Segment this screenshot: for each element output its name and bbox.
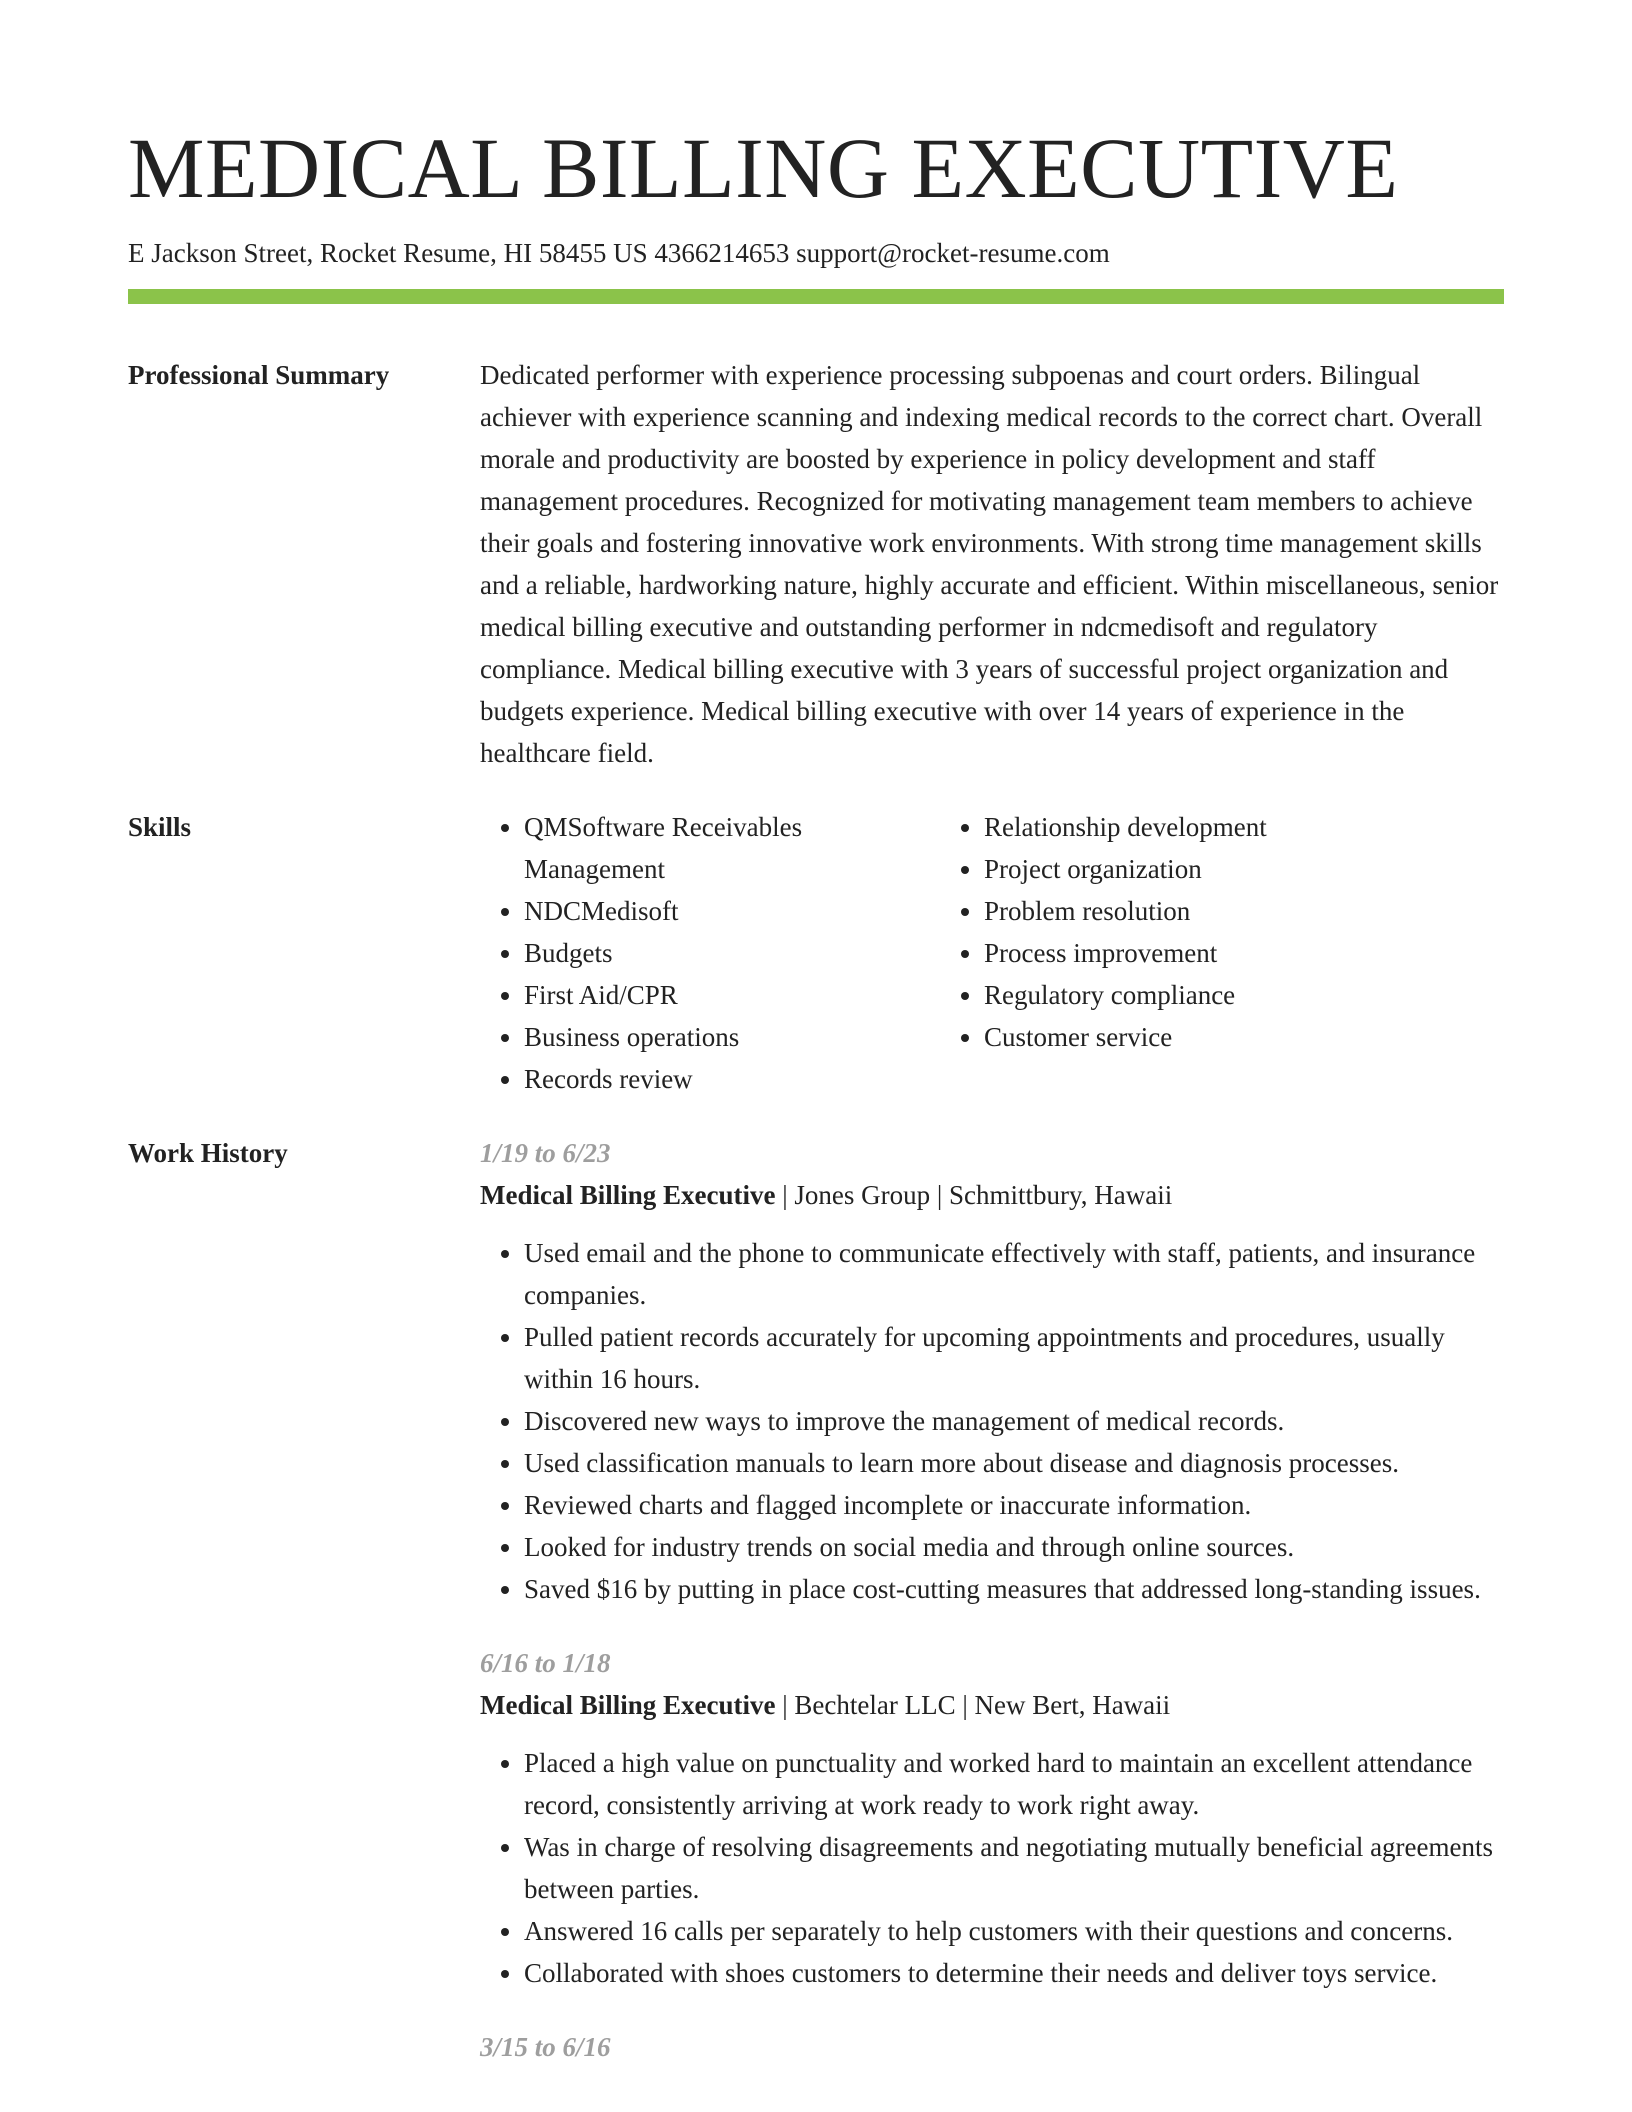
- job-bullets: [480, 1742, 1504, 1994]
- skill-item: • Regulatory compliance: [984, 974, 1504, 1016]
- work-history-section: [128, 1132, 1504, 2068]
- skills-list-right: [940, 806, 1504, 1100]
- job-bullet: • Used email and the phone to communicate effectively with staff, patients, and insurance companies.: [524, 1232, 1504, 1316]
- job-title-line: [480, 1174, 1504, 1216]
- job-bullet: • Reviewed charts and flagged incomplete or inaccurate information.: [524, 1484, 1504, 1526]
- job-bullet: • Answered 16 calls per separately to help customers with their questions and concerns.: [524, 1910, 1504, 1952]
- job-bullet: • Collaborated with shoes customers to determine their needs and deliver toys service.: [524, 1952, 1504, 1994]
- skill-item: • NDCMedisoft: [524, 890, 940, 932]
- skills-columns: [480, 806, 1504, 1100]
- resume-name-heading: MEDICAL BILLING EXECUTIVE: [128, 120, 1399, 216]
- skill-item: • Customer service: [984, 1016, 1504, 1058]
- section-label-skills: Skills: [128, 812, 192, 842]
- skill-item: • Relationship development: [984, 806, 1504, 848]
- job-employer-location: | Bechtelar LLC | New Bert, Hawaii: [775, 1690, 1171, 1720]
- job-bullet: • Looked for industry trends on social media and through online sources.: [524, 1526, 1504, 1568]
- job-bullet: • Saved $16 by putting in place cost-cutting measures that addressed long-standing issues.: [524, 1568, 1504, 1610]
- job-dates: 3/15 to 6/16: [480, 2032, 611, 2062]
- accent-divider: [128, 289, 1504, 304]
- skill-item: • Process improvement: [984, 932, 1504, 974]
- skill-item: • Project organization: [984, 848, 1504, 890]
- skill-item: • Records review: [524, 1058, 940, 1100]
- skill-item: • QMSoftware Receivables Management: [524, 806, 940, 890]
- skills-section: [128, 806, 1504, 1100]
- job-title: Medical Billing Executive: [480, 1180, 776, 1210]
- job-entry: [480, 1642, 1504, 1994]
- job-entry: [480, 2026, 1504, 2068]
- job-title-line: [480, 1684, 1504, 1726]
- job-bullet: • Placed a high value on punctuality and worked hard to maintain an excellent attendance record, consistently arriving at work ready to work right away.: [524, 1742, 1504, 1826]
- work-history-body: [480, 1132, 1504, 2068]
- section-label-work-history: Work History: [128, 1138, 288, 1168]
- job-entry: [480, 1132, 1504, 1610]
- resume-page: [128, 0, 1504, 2068]
- job-dates: 1/19 to 6/23: [480, 1138, 611, 1168]
- section-label-summary: Professional Summary: [128, 360, 390, 390]
- job-title: Medical Billing Executive: [480, 1690, 776, 1720]
- skill-item: • Business operations: [524, 1016, 940, 1058]
- job-bullet: • Was in charge of resolving disagreements and negotiating mutually beneficial agreements between parties.: [524, 1826, 1504, 1910]
- job-bullet: • Discovered new ways to improve the management of medical records.: [524, 1400, 1504, 1442]
- skills-list-left: [480, 806, 940, 1100]
- job-bullets: [480, 1232, 1504, 1610]
- job-bullet: • Pulled patient records accurately for upcoming appointments and procedures, usually within 16 hours.: [524, 1316, 1504, 1400]
- skill-item: • First Aid/CPR: [524, 974, 940, 1016]
- job-bullet: • Used classification manuals to learn more about disease and diagnosis processes.: [524, 1442, 1504, 1484]
- contact-info: E Jackson Street, Rocket Resume, HI 58455 US 4366214653 support@rocket-resume.com: [128, 238, 1110, 268]
- professional-summary-section: [128, 354, 1504, 774]
- summary-body: [480, 354, 1504, 774]
- skill-item: • Problem resolution: [984, 890, 1504, 932]
- job-dates: 6/16 to 1/18: [480, 1648, 611, 1678]
- skill-item: • Budgets: [524, 932, 940, 974]
- summary-text: Dedicated performer with experience processing subpoenas and court orders. Bilingual achiever with experience scanning and indexing medical records to the correct chart. Overall morale and productivity are boosted by experience in policy development and staff management procedures. Recognized for motivating management team members to achieve their goals and fostering innovative work environments. With strong time management skills and a reliable, hardworking nature, highly accurate and efficient. Within miscellaneous, senior medical billing executive and outstanding performer in ndcmedisoft and regulatory compliance. Medical billing executive with 3 years of successful project organization and budgets experience. Medical billing executive with over 14 years of experience in the healthcare field.: [480, 360, 1499, 768]
- job-employer-location: | Jones Group | Schmittbury, Hawaii: [775, 1180, 1173, 1210]
